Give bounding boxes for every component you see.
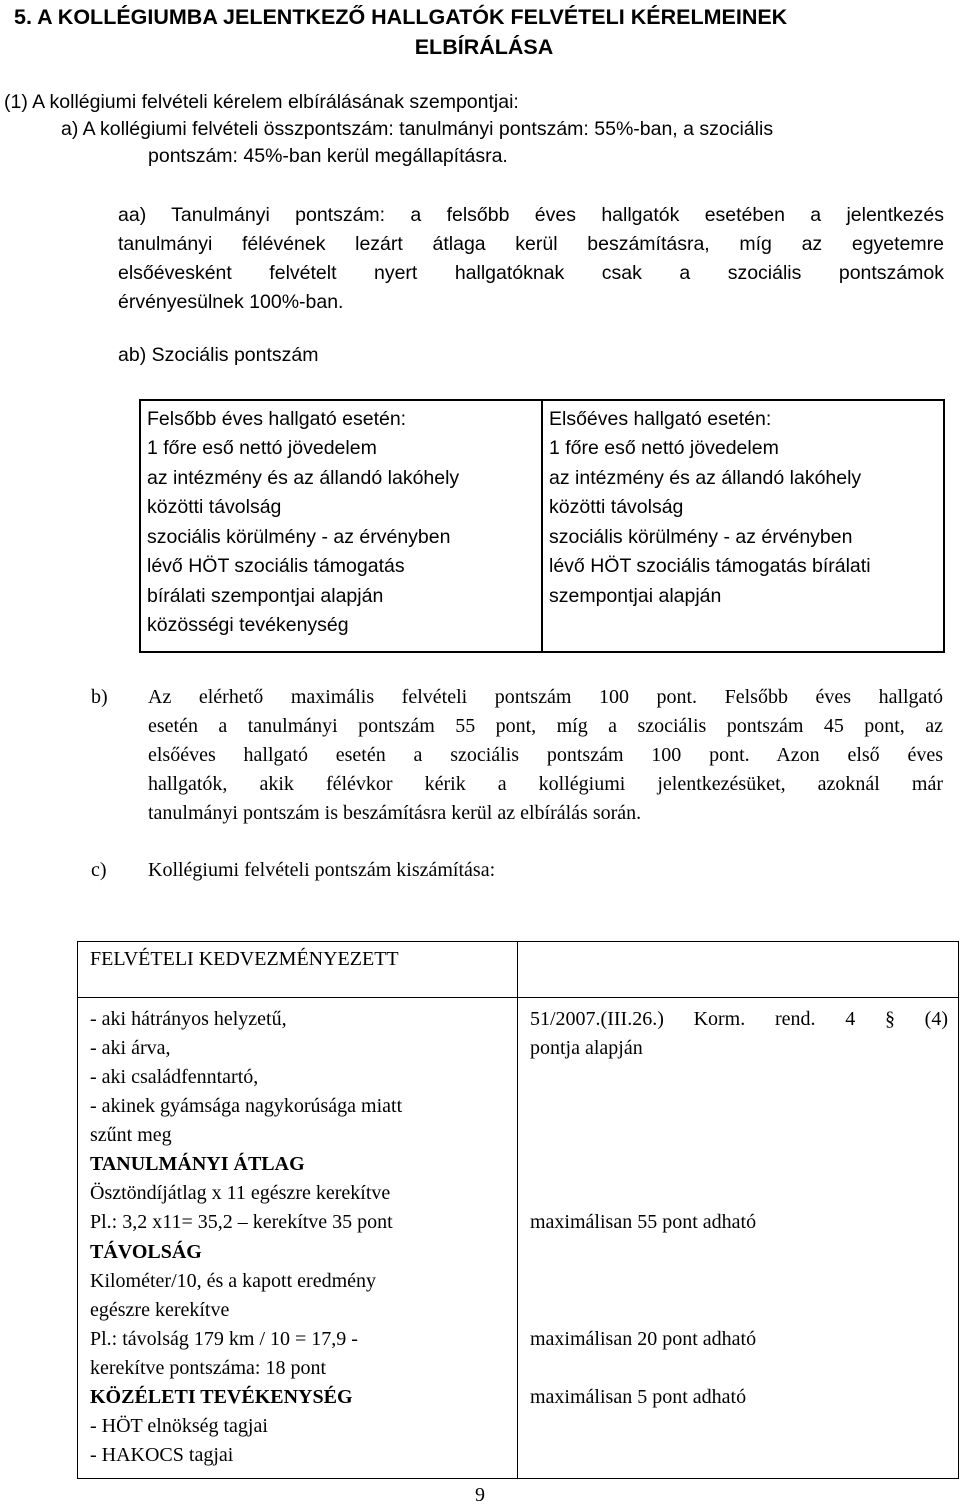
max-study-points: maximálisan 55 pont adható <box>530 1211 757 1233</box>
eligibility-line: - aki családfenntartó, <box>90 1066 259 1088</box>
senior-row: az intézmény és az állandó lakóhely <box>147 466 460 489</box>
study-average-example: Pl.: 3,2 x11= 35,2 – kerekítve 35 pont <box>90 1211 393 1233</box>
point-aa-line-4: érvényesülnek 100%-ban. <box>118 291 344 313</box>
point-ab-heading: ab) Szociális pontszám <box>118 344 319 366</box>
freshmen-row: 1 főre eső nettó jövedelem <box>549 437 779 459</box>
regulation-reference: 51/2007.(III.26.) Korm. rend. 4 § (4) <box>530 1008 948 1030</box>
section-title <box>14 2 954 62</box>
point-c-text: Kollégiumi felvételi pontszám kiszámítása: <box>148 859 496 881</box>
point-b-line-3: elsőéves hallgató esetén a szociális pontszám 100 pont. Azon első éves <box>148 744 943 766</box>
distance-heading: TÁVOLSÁG <box>90 1241 202 1263</box>
table-header-divider <box>78 997 958 998</box>
distance-rule: Kilométer/10, és a kapott eredmény <box>90 1270 377 1292</box>
senior-row: szociális körülmény - az érvényben <box>147 525 451 548</box>
study-average-rule: Ösztöndíjátlag x 11 egészre kerekítve <box>90 1182 391 1204</box>
distance-example: Pl.: távolság 179 km / 10 = 17,9 - <box>90 1328 358 1350</box>
freshmen-column-header: Elsőéves hallgató esetén: <box>549 408 772 430</box>
point-aa-line-2: tanulmányi félévének lezárt átlaga kerül beszámításra, míg az egyetemre <box>118 233 944 255</box>
admission-score-table <box>77 941 959 1479</box>
public-activity-line: - HAKOCS tagjai <box>90 1444 234 1466</box>
max-public-activity-points: maximálisan 5 pont adható <box>530 1386 747 1408</box>
public-activity-heading: KÖZÉLETI TEVÉKENYSÉG <box>90 1386 353 1408</box>
eligibility-line: - aki hátrányos helyzetű, <box>90 1008 287 1030</box>
eligibility-line: - akinek gyámsága nagykorúsága miatt <box>90 1095 403 1117</box>
freshmen-row: szociális körülmény - az érvényben <box>549 525 853 548</box>
point-c-label: c) <box>91 859 107 881</box>
senior-column-header: Felsőbb éves hallgató esetén: <box>147 408 407 430</box>
public-activity-line: - HÖT elnökség tagjai <box>90 1415 268 1437</box>
freshmen-column <box>541 401 943 651</box>
title-line-2: ELBÍRÁLÁSA <box>414 35 554 59</box>
max-distance-points: maximálisan 20 pont adható <box>530 1328 757 1350</box>
point-b-line-1: Az elérhető maximális felvételi pontszám 100 pont. Felsőbb éves hallgató <box>148 686 943 708</box>
distance-rule: egészre kerekítve <box>90 1299 230 1321</box>
eligibility-line: - aki árva, <box>90 1037 171 1059</box>
table-column-divider <box>517 942 518 1478</box>
freshmen-row: az intézmény és az állandó lakóhely <box>549 466 862 489</box>
page-number: 9 <box>475 1484 485 1506</box>
point-b-line-5: tanulmányi pontszám is beszámításra kerül az elbírálás során. <box>148 802 642 824</box>
social-points-table <box>139 399 945 653</box>
point-b-label: b) <box>91 686 108 708</box>
point-a-line-2: pontszám: 45%-ban kerül megállapításra. <box>148 145 508 167</box>
criteria-heading: (1) A kollégiumi felvételi kérelem elbírálásának szempontjai: <box>4 91 519 113</box>
title-line-1: 5. A KOLLÉGIUMBA JELENTKEZŐ HALLGATÓK FELVÉTELI KÉRELMEINEK <box>14 5 788 29</box>
point-b-line-2: esetén a tanulmányi pontszám 55 pont, míg a szociális pontszám 45 pont, az <box>148 715 943 737</box>
point-a-line-1: a) A kollégiumi felvételi összpontszám: tanulmányi pontszám: 55%-ban, a szociális <box>61 118 774 140</box>
point-aa-line-3: elsőévesként felvételt nyert hallgatóknak csak a szociális pontszámok <box>118 262 944 284</box>
senior-row: lévő HÖT szociális támogatás <box>147 555 405 577</box>
senior-row: bírálati szempontjai alapján <box>147 584 384 607</box>
point-b-line-4: hallgatók, akik félévkor kérik a kollégiumi jelentkezésüket, azoknál már <box>148 773 943 795</box>
senior-students-column <box>141 401 541 651</box>
senior-row: közötti távolság <box>147 496 282 518</box>
table-header: FELVÉTELI KEDVEZMÉNYEZETT <box>90 948 399 970</box>
point-aa-line-1: aa) Tanulmányi pontszám: a felsőbb éves hallgatók esetében a jelentkezés <box>118 204 944 226</box>
distance-example: kerekítve pontszáma: 18 pont <box>90 1357 327 1379</box>
study-average-heading: TANULMÁNYI ÁTLAG <box>90 1153 305 1175</box>
senior-row: közösségi tevékenység <box>147 614 349 636</box>
freshmen-row: szempontjai alapján <box>549 584 722 607</box>
freshmen-row: lévő HÖT szociális támogatás bírálati <box>549 555 871 577</box>
freshmen-row: közötti távolság <box>549 496 684 518</box>
senior-row: 1 főre eső nettó jövedelem <box>147 437 377 459</box>
regulation-reference: pontja alapján <box>530 1037 643 1059</box>
eligibility-line: szűnt meg <box>90 1124 172 1146</box>
